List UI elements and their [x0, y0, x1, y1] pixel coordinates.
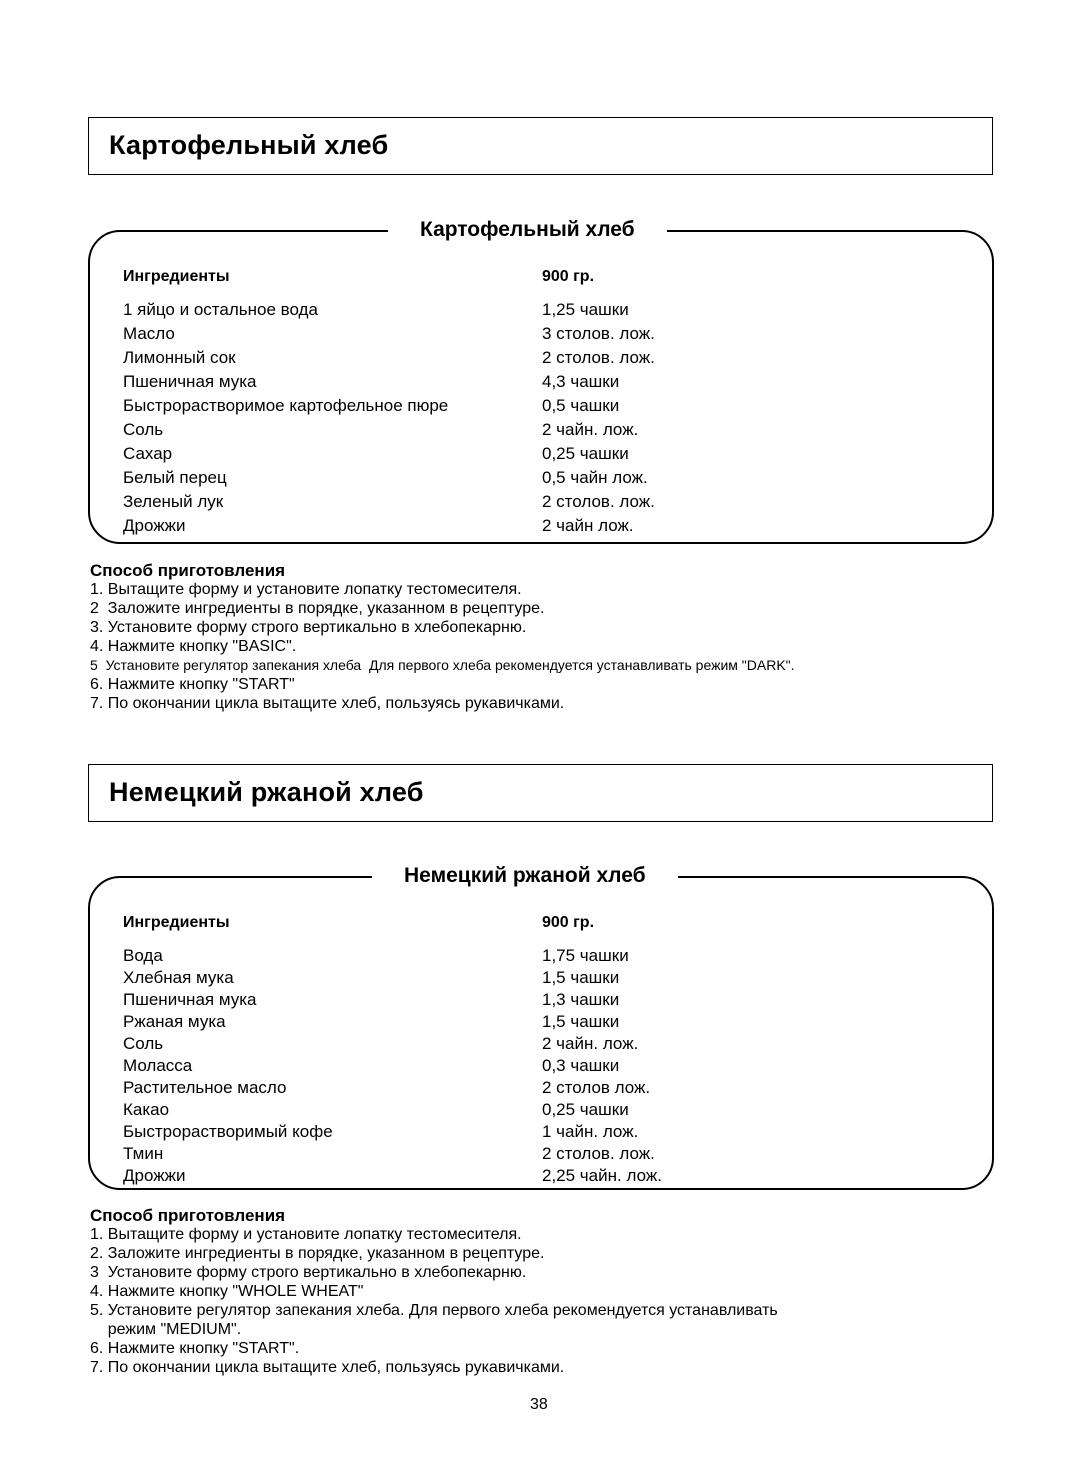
method-step: 4. Нажмите кнопку "BASIC".	[90, 638, 297, 655]
method-step: 1. Вытащите форму и установите лопатку тестомесителя.	[90, 1226, 522, 1243]
ingredient-amount: 0,3 чашки	[542, 1056, 620, 1075]
ingredient-name: Соль	[123, 1034, 164, 1053]
method-title: Способ приготовления	[90, 561, 286, 580]
ingredient-name: Быстрорастворимое картофельное пюре	[123, 396, 449, 415]
ingredient-name: Какао	[123, 1100, 170, 1119]
method-step: 1. Вытащите форму и установите лопатку тестомесителя.	[90, 581, 522, 598]
method-step: 7. По окончании цикла вытащите хлеб, пользуясь рукавичками.	[90, 695, 565, 712]
ingredients-box	[88, 864, 994, 1190]
method-section	[90, 561, 795, 713]
ingredient-name: Масло	[123, 324, 175, 343]
box-title: Картофельный хлеб	[388, 218, 667, 242]
ingredient-name: Хлебная мука	[123, 968, 234, 987]
ingredient-name: Соль	[123, 420, 164, 439]
ingredient-amount: 3 столов. лож.	[542, 324, 655, 343]
ingredient-name: Вода	[123, 946, 163, 965]
ingredient-amount: 0,5 чашки	[542, 396, 620, 415]
ingredient-name: Зеленый лук	[123, 492, 224, 511]
ingredient-amount: 0,25 чашки	[542, 1100, 629, 1119]
section-heading-box	[88, 117, 993, 175]
ingredient-amount: 1,3 чашки	[542, 990, 620, 1009]
ingredient-amount: 1,5 чашки	[542, 968, 620, 987]
method-title: Способ приготовления	[90, 1206, 286, 1225]
method-step: 5. Установите регулятор запекания хлеба. Для первого хлеба рекомендуется устанавливать	[90, 1302, 778, 1319]
ingredient-amount: 1,5 чашки	[542, 1012, 620, 1031]
amount-header: 900 гр.	[542, 268, 595, 285]
ingredient-name: 1 яйцо и остальное вода	[123, 300, 318, 319]
ingredient-amount: 2 столов лож.	[542, 1078, 651, 1097]
ingredient-name: Растительное масло	[123, 1078, 287, 1097]
ingredient-amount: 4,3 чашки	[542, 372, 620, 391]
ingredient-amount: 2 чайн. лож.	[542, 420, 639, 439]
method-step: 2. Заложите ингредиенты в порядке, указанном в рецептуре.	[90, 1245, 545, 1262]
ingredient-name: Лимонный сок	[123, 348, 236, 367]
ingredient-amount: 2 столов. лож.	[542, 492, 655, 511]
ingredient-amount: 2 столов. лож.	[542, 1144, 655, 1163]
ingredients-header: Ингредиенты	[123, 914, 230, 931]
ingredient-name: Моласса	[123, 1056, 193, 1075]
method-step: 3 Установите форму строго вертикально в хлебопекарню.	[90, 1264, 527, 1281]
method-section	[90, 1206, 778, 1377]
box-title: Немецкий ржаной хлеб	[372, 864, 678, 888]
ingredient-name: Быстрорастворимый кофе	[123, 1122, 333, 1141]
ingredient-name: Пшеничная мука	[123, 372, 257, 391]
ingredient-name: Тмин	[123, 1144, 164, 1163]
section-heading-box	[88, 764, 993, 822]
ingredient-amount: 0,5 чайн лож.	[542, 468, 648, 487]
ingredient-amount: 1,75 чашки	[542, 946, 629, 965]
section-heading: Картофельный хлеб	[109, 130, 389, 160]
ingredient-name: Дрожжи	[123, 516, 186, 535]
ingredient-amount: 1,25 чашки	[542, 300, 629, 319]
page-number: 38	[530, 1396, 548, 1413]
ingredient-name: Сахар	[123, 444, 173, 463]
ingredients-header: Ингредиенты	[123, 268, 230, 285]
ingredient-amount: 2,25 чайн. лож.	[542, 1166, 662, 1185]
method-step: 5 Установите регулятор запекания хлеба Для первого хлеба рекомендуется устанавливать режим "DARK".	[90, 657, 795, 673]
method-step: 6. Нажмите кнопку "START".	[90, 1340, 300, 1357]
ingredient-name: Белый перец	[123, 468, 227, 487]
ingredient-name: Ржаная мука	[123, 1012, 226, 1031]
ingredient-name: Пшеничная мука	[123, 990, 257, 1009]
ingredient-amount: 0,25 чашки	[542, 444, 629, 463]
ingredients-box	[88, 218, 994, 544]
method-step: 7. По окончании цикла вытащите хлеб, пользуясь рукавичками.	[90, 1359, 565, 1376]
ingredient-amount: 2 чайн. лож.	[542, 1034, 639, 1053]
section-heading: Немецкий ржаной хлеб	[109, 777, 424, 807]
method-step: режим "MEDIUM".	[90, 1321, 242, 1338]
method-step: 3. Установите форму строго вертикально в хлебопекарню.	[90, 619, 527, 636]
method-step: 2 Заложите ингредиенты в порядке, указанном в рецептуре.	[90, 600, 545, 617]
ingredient-amount: 1 чайн. лож.	[542, 1122, 639, 1141]
ingredient-amount: 2 чайн лож.	[542, 516, 634, 535]
method-step: 4. Нажмите кнопку "WHOLE WHEAT"	[90, 1283, 364, 1300]
method-step: 6. Нажмите кнопку "START"	[90, 676, 295, 693]
amount-header: 900 гр.	[542, 914, 595, 931]
ingredient-name: Дрожжи	[123, 1166, 186, 1185]
ingredient-amount: 2 столов. лож.	[542, 348, 655, 367]
